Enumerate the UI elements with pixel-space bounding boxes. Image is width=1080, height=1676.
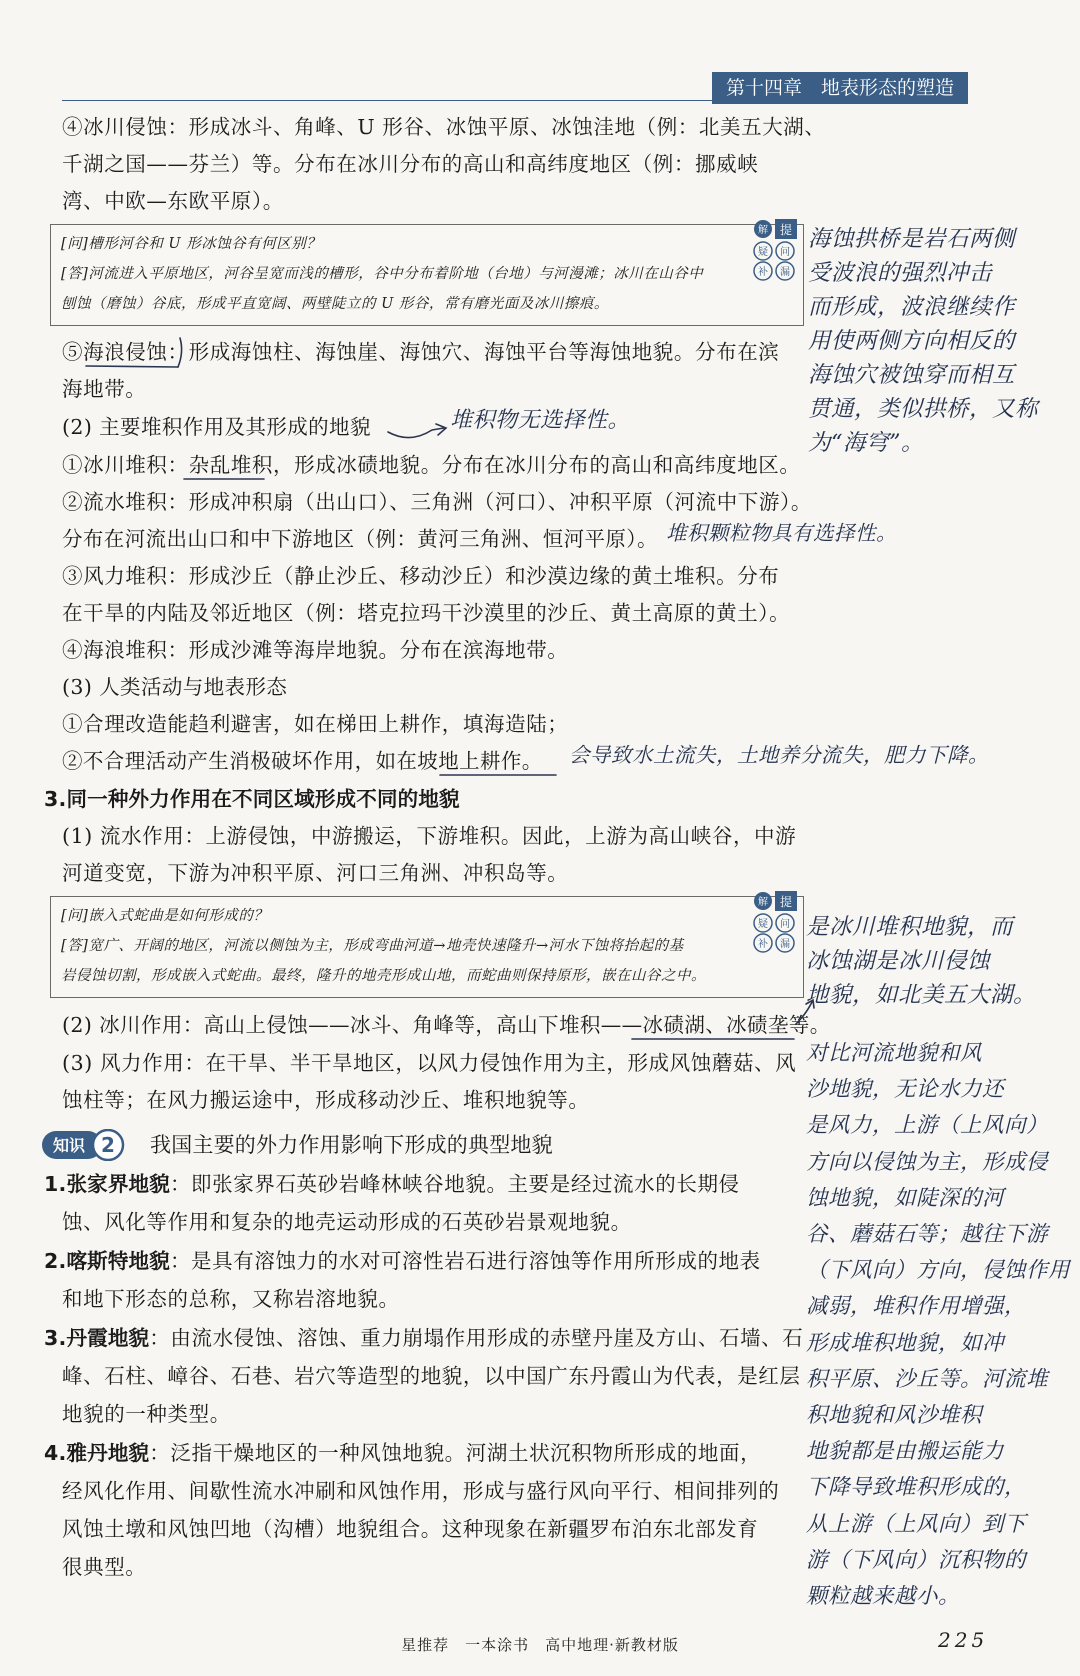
- arrow-moraine-note: [796, 1002, 812, 1024]
- wave-erosion-line-2: 海地带。: [62, 377, 147, 401]
- glacier-action: (2) 冰川作用：高山上侵蚀——冰斗、角峰等，高山下堆积——冰碛湖、冰碛垄等。: [62, 1013, 831, 1037]
- yardang-name: 4.雅丹地貌: [44, 1441, 150, 1465]
- note-moraine-line: 冰蚀湖是冰川侵蚀: [806, 948, 991, 974]
- qa-badge-char-5: 补: [758, 267, 768, 278]
- qa2-answer-line-1: [答]宽广、开阔的地区，河流以侧蚀为主，形成弯曲河道→地壳快速隆升→河水下蚀将抬起的基: [61, 938, 684, 954]
- danxia-text-1: ：由流水侵蚀、溶蚀、重力崩塌作用形成的赤壁丹崖及方山、石墙、石: [149, 1326, 804, 1350]
- deposition-river-1: ②流水堆积：形成冲积扇（出山口）、三角洲（河口）、冲积平原（河流中下游）。: [62, 490, 812, 514]
- note-compare-line: 沙地貌，无论水力还: [806, 1077, 1005, 1103]
- qa2-badge-char-5: 补: [758, 939, 768, 950]
- qa-badge-char-2: 提: [779, 223, 793, 237]
- qa-badge-char-4: 问: [780, 247, 790, 258]
- knowledge-badge-num: 2: [101, 1133, 115, 1157]
- note-compare-line: 减弱，堆积作用增强，: [806, 1294, 1027, 1320]
- note-compare-line: 对比河流地貌和风: [806, 1041, 983, 1066]
- note-compare-line: 颗粒越来越小。: [806, 1584, 961, 1610]
- same-force-heading: 3.同一种外力作用在不同区域形成不同的地貌: [44, 787, 460, 811]
- same-force-water-1: (1) 流水作用：上游侵蚀，中游搬运，下游堆积。因此，上游为高山峡谷，中游: [62, 824, 797, 848]
- note-compare-line: 谷、蘑菇石等；越往下游: [806, 1222, 1049, 1248]
- wave-erosion-line-1: ⑤海浪侵蚀：形成海蚀柱、海蚀崖、海蚀穴、海蚀平台等海蚀地貌。分布在滨: [62, 340, 780, 364]
- note-sea-arch-line: 而形成，波浪继续作: [808, 294, 1016, 320]
- note-sea-arch-line: 海蚀拱桥是岩石两侧: [808, 226, 1016, 252]
- note-moraine-line: 是冰川堆积地貌，而: [806, 914, 1014, 940]
- qa2-badge-char-3: 疑: [758, 919, 768, 930]
- glacier-erosion-line-3: 湾、中欧—东欧平原）。: [62, 189, 284, 213]
- yardang-line-4: 很典型。: [62, 1555, 147, 1579]
- note-compare-line: 积平原、沙丘等。河流堆: [806, 1366, 1049, 1392]
- wind-action-1: (3) 风力作用：在干旱、半干旱地区，以风力侵蚀作用为主，形成风蚀蘑菇、风: [62, 1051, 797, 1075]
- qa-answer-line-1: [答]河流进入平原地区，河谷呈宽而浅的槽形，谷中分布着阶地（台地）与河漫滩；冰川在山谷中: [61, 266, 704, 282]
- karst-line-2: 和地下形态的总称，又称岩溶地貌。: [62, 1287, 400, 1311]
- karst-text-1: ：是具有溶蚀力的水对可溶性岩石进行溶蚀等作用所形成的地表: [169, 1249, 761, 1273]
- deposition-glacier: ①冰川堆积：杂乱堆积，形成冰碛地貌。分布在冰川分布的高山和高纬度地区。: [62, 453, 801, 477]
- note-compare-line: 从上游（上风向）到下: [806, 1511, 1027, 1537]
- deposition-river-2: 分布在河流出山口和中下游地区（例：黄河三角洲、恒河平原）。: [62, 527, 658, 551]
- wind-action-2: 蚀柱等；在风力搬运途中，形成移动沙丘、堆积地貌等。: [62, 1088, 590, 1112]
- qa2-badge-char-1: 解: [758, 897, 768, 908]
- knowledge-title: 我国主要的外力作用影响下形成的典型地貌: [150, 1133, 553, 1157]
- human-heading: (3) 人类活动与地表形态: [62, 675, 288, 699]
- note-sea-arch-line: 为“海穹”。: [808, 430, 925, 456]
- human-good: ①合理改造能趋利避害，如在梯田上耕作，填海造陆；: [62, 712, 569, 736]
- danxia-line-3: 地貌的一种类型。: [62, 1402, 231, 1426]
- qa-badge-char-6: 漏: [780, 267, 790, 278]
- note-compare-line: 地貌都是由搬运能力: [806, 1439, 1005, 1465]
- zhangjiajie-line-2: 蚀、风化等作用和复杂的地壳运动形成的石英砂岩景观地貌。: [62, 1210, 632, 1234]
- qa-badge-char-3: 疑: [758, 247, 768, 258]
- footer-text: 星推荐 一本涂书 高中地理·新教材版: [401, 1636, 679, 1654]
- note-compare-line: （下风向）方向，侵蚀作用: [806, 1258, 1071, 1284]
- note-sea-arch-line: 海蚀穴被蚀穿而相互: [808, 362, 1016, 388]
- arrow-deposition-note: [388, 428, 444, 438]
- qa2-badge-char-2: 提: [779, 895, 793, 909]
- zhangjiajie-name: 1.张家界地貌: [44, 1172, 170, 1196]
- deposition-wave: ④海浪堆积：形成沙滩等海岸地貌。分布在滨海地带。: [62, 638, 569, 662]
- note-compare-line: 蚀地貌，如陡深的河: [806, 1185, 1005, 1211]
- note-moraine-line: 地貌，如北美五大湖。: [806, 982, 1037, 1008]
- note-sea-arch-line: 贯通，类似拱桥，又称: [808, 396, 1039, 422]
- note-compare-line: 形成堆积地貌，如冲: [806, 1330, 1005, 1356]
- glacier-erosion-line-1: ④冰川侵蚀：形成冰斗、角峰、U 形谷、冰蚀平原、冰蚀洼地（例：北美五大湖、: [62, 115, 826, 139]
- same-force-water-2: 河道变宽，下游为冲积平原、河口三角洲、冲积岛等。: [62, 861, 569, 885]
- note-compare-line: 积地貌和风沙堆积: [806, 1403, 983, 1429]
- danxia-line-2: 峰、石柱、嶂谷、石巷、岩穴等造型的地貌，以中国广东丹霞山为代表，是红层: [62, 1364, 801, 1388]
- deposition-heading: (2) 主要堆积作用及其形成的地貌: [62, 415, 371, 439]
- zhangjiajie-text-1: ：即张家界石英砂岩峰林峡谷地貌。主要是经过流水的长期侵: [169, 1172, 740, 1196]
- qa2-badge-char-4: 问: [780, 919, 790, 930]
- note-compare-line: 方向以侵蚀为主，形成侵: [806, 1149, 1049, 1175]
- bracket-wave-erosion: [178, 338, 182, 367]
- qa2-badge-char-6: 漏: [780, 939, 790, 950]
- qa-badge-char-1: 解: [758, 225, 768, 236]
- qa-answer-line-2: 刨蚀（磨蚀）谷底，形成平直宽阔、两壁陡立的 U 形谷，常有磨光面及冰川擦痕。: [61, 296, 609, 312]
- note-slope-farming: 会导致水土流失，土地养分流失，肥力下降。: [569, 743, 989, 767]
- glacier-erosion-line-2: 千湖之国——芬兰）等。分布在冰川分布的高山和高纬度地区（例：挪威峡: [62, 152, 759, 176]
- note-sea-arch-line: 受波浪的强烈冲击: [808, 260, 993, 286]
- page-number: 225: [938, 1628, 989, 1652]
- note-no-selectivity: 堆积物无选择性。: [450, 408, 631, 433]
- karst-name: 2.喀斯特地貌: [44, 1249, 170, 1273]
- note-river-selectivity: 堆积颗粒物具有选择性。: [666, 521, 897, 545]
- note-compare-line: 下降导致堆积形成的，: [806, 1475, 1027, 1501]
- yardang-line-3: 风蚀土墩和风蚀凹地（沟槽）地貌组合。这种现象在新疆罗布泊东北部发育: [62, 1517, 759, 1541]
- qa2-question: [问]嵌入式蛇曲是如何形成的？: [61, 908, 269, 924]
- qa-question: [问]槽形河谷和 U 形冰蚀谷有何区别？: [61, 236, 322, 252]
- yardang-line-2: 经风化作用、间歇性流水冲刷和风蚀作用，形成与盛行风向平行、相间排列的: [62, 1479, 780, 1503]
- deposition-wind-1: ③风力堆积：形成沙丘（静止沙丘、移动沙丘）和沙漠边缘的黄土堆积。分布: [62, 564, 780, 588]
- deposition-wind-2: 在干旱的内陆及邻近地区（例：塔克拉玛干沙漠里的沙丘、黄土高原的黄土）。: [62, 601, 791, 625]
- qa2-answer-line-2: 岩侵蚀切割，形成嵌入式蛇曲。最终，隆升的地壳形成山地，而蛇曲则保持原形，嵌在山谷之中。: [61, 968, 706, 984]
- knowledge-badge-label: 知识: [52, 1136, 86, 1155]
- underline-wave-erosion: [86, 366, 178, 367]
- chapter-header: 第十四章 地表形态的塑造: [712, 72, 968, 104]
- note-compare-line: 是风力，上游（上风向）: [806, 1113, 1049, 1139]
- yardang-text-1: ：泛指干燥地区的一种风蚀地貌。河湖土状沉积物所形成的地面，: [149, 1441, 762, 1465]
- danxia-name: 3.丹霞地貌: [44, 1326, 150, 1350]
- note-sea-arch-line: 用使两侧方向相反的: [808, 328, 1016, 354]
- human-bad: ②不合理活动产生消极破坏作用，如在坡地上耕作。: [62, 749, 543, 773]
- note-compare-line: 游（下风向）沉积物的: [806, 1547, 1027, 1573]
